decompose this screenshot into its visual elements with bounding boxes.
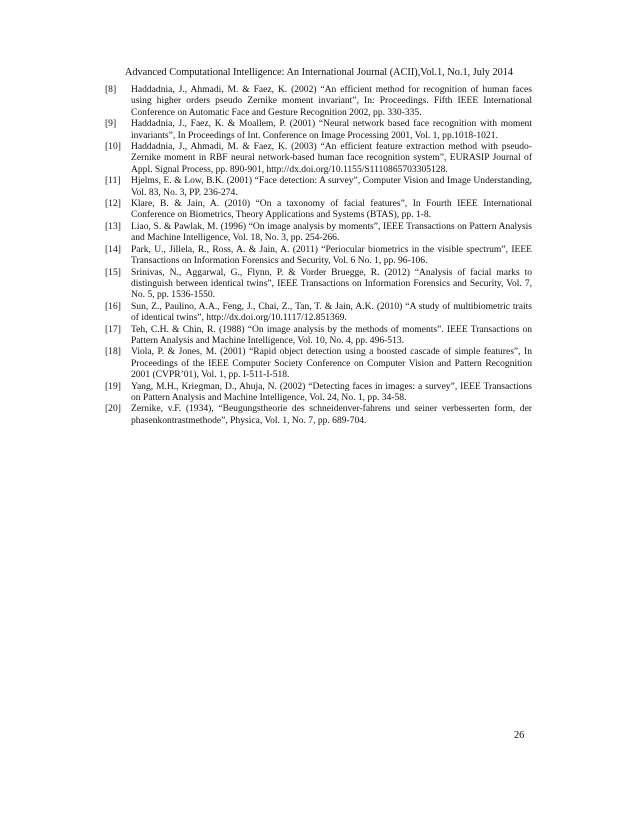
reference-number: [19]	[105, 380, 121, 392]
reference-number: [14]	[105, 243, 121, 255]
reference-text: Srinivas, N., Aggarwal, G., Flynn, P. & Vorder Bruegge, R. (2012) “Analysis of facial marks to distinguish between identical twins”, IEEE Transactions on Information Forensics and Security, Vol. 7, No. 5, pp. 1536-1550.	[131, 266, 532, 301]
reference-number: [11]	[105, 175, 121, 187]
reference-text: Haddadnia, J., Ahmadi, M. & Faez, K. (2003) “An efficient feature extraction method with pseudo-Zernike moment in RBF neural network-based human face recognition system”, EURASIP Journal of Appl. Signal Process, pp. 890-901, http://dx.doi.org/10.1155/S1110865703305128.	[131, 141, 532, 175]
reference-item	[105, 84, 532, 118]
reference-item	[105, 141, 532, 175]
reference-number: [13]	[105, 220, 121, 232]
reference-text: Teh, C.H. & Chin, R. (1988) “On image analysis by the methods of moments”. IEEE Transactions on Pattern Analysis and Machine Intelligence, Vol. 10, No. 4, pp. 496-513.	[131, 323, 532, 346]
reference-item	[105, 244, 532, 267]
reference-text: Zernike, v.F. (1934), “Beugungstheorie des schneidenver-fahrens und seiner verbesserten form, der phasenkontrastmethode”, Physica, Vol. 1, No. 7, pp. 689-704.	[131, 403, 532, 426]
running-header: Advanced Computational Intelligence: An International Journal (ACII),Vol.1, No.1, July 2014	[124, 67, 514, 78]
reference-item	[105, 267, 532, 301]
reference-text: Viola, P. & Jones, M. (2001) “Rapid object detection using a boosted cascade of simple features”, In Proceedings of the IEEE Computer Society Conference on Computer Vision and Pattern Recognition 2001 (CVPR’01), Vol. 1, pp. I-511-I-518.	[131, 346, 532, 381]
reference-item	[105, 175, 532, 198]
reference-text: Haddadnia, J., Faez, K. & Moallem, P. (2001) “Neural network based face recognition with moment invariants”, In Proceedings of Int. Conference on Image Processing 2001, Vol. 1, pp.1018-1021.	[131, 118, 532, 141]
reference-item	[105, 346, 532, 380]
reference-text: Sun, Z., Paulino, A.A., Feng, J., Chai, Z., Tan, T. & Jain, A.K. (2010) “A study of multibiometric traits of identical twins”, http://dx.doi.org/10.1117/12.851369.	[131, 300, 532, 324]
reference-number: [20]	[105, 403, 121, 415]
reference-item	[105, 324, 532, 347]
reference-item	[105, 381, 532, 404]
reference-number: [18]	[105, 346, 121, 358]
reference-number: [9]	[105, 118, 117, 130]
reference-number: [17]	[105, 323, 121, 335]
reference-list	[105, 84, 532, 426]
page-number: 26	[514, 730, 525, 741]
reference-text: Liao, S. & Pawlak, M. (1996) “On image analysis by moments”, IEEE Transactions on Pattern Analysis and Machine Intelligence, Vol. 18, No. 3, pp. 254-266.	[131, 220, 532, 244]
reference-number: [15]	[105, 266, 121, 278]
reference-item	[105, 118, 532, 141]
reference-number: [12]	[105, 198, 121, 210]
reference-text: Haddadnia, J., Ahmadi, M. & Faez, K. (2002) “An efficient method for recognition of human faces using higher orders pseudo Zernike moment invariant”, In: Proceedings. Fifth IEEE International Conference on Automatic Face and Gesture Recognition 2002, pp. 330-335.	[131, 84, 532, 118]
reference-text: Park, U., Jillela, R., Ross, A. & Jain, A. (2011) “Periocular biometrics in the visible spectrum”, IEEE Transactions on Information Forensics and Security, Vol. 6 No. 1, pp. 96-106.	[131, 243, 532, 267]
reference-text: Hjelms, E. & Low, B.K. (2001) “Face detection: A survey”, Computer Vision and Image Understanding, Vol. 83, No. 3, PP. 236-274.	[131, 175, 532, 198]
reference-number: [10]	[105, 141, 121, 153]
reference-text: Yang, M.H., Kriegman, D., Ahuja, N. (2002) “Detecting faces in images: a survey”, IEEE Transactions on Pattern Analysis and Machine Intelligence, Vol. 24, No. 1, pp. 34-58.	[131, 380, 532, 403]
reference-item	[105, 221, 532, 244]
reference-item	[105, 403, 532, 426]
reference-number: [8]	[105, 84, 117, 95]
reference-item	[105, 301, 532, 324]
reference-item	[105, 198, 532, 221]
reference-number: [16]	[105, 300, 121, 312]
reference-text: Klare, B. & Jain, A. (2010) “On a taxonomy of facial features”, In Fourth IEEE International Conference on Biometrics, Theory Applications and Systems (BTAS), pp. 1-8.	[131, 198, 532, 221]
